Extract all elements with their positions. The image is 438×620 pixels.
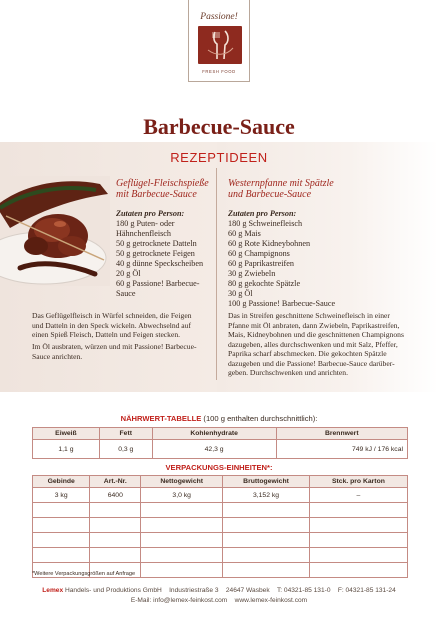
- recipe-2-title: Westernpfanne mit Spätzle und Barbecue-Sauce: [228, 178, 334, 200]
- table-cell: 0,3 g: [99, 440, 152, 459]
- footer-address: Lemex Handels- und Produktions GmbH Industriestraße 3 24647 Wasbek T: 04321-85 131-0 F: 04321-85 131-24: [42, 587, 396, 594]
- list-item: 60 g Mais: [228, 229, 261, 238]
- list-item: 100 g Passione! Barbecue-Sauce: [228, 299, 336, 308]
- list-item: 20 g Öl: [116, 269, 141, 278]
- list-item: 30 g Öl: [228, 289, 253, 298]
- column-header: Gebinde: [33, 476, 90, 488]
- list-item: Sauce: [116, 289, 136, 298]
- recipe-2-instructions: Das in Streifen geschnittene Schweinefleisch in einer Pfanne mit Öl anbraten, dann Zwiebeln, Paprikastreifen, Mais, Kidneybohnen und die geschnittenen Champignons dazugeben, alles durchschwenken und mit Salz, Pfeffer, Paprika scharf abschmecken. Die gekochten Spätzle dazugeben und die Passione! Barbecue-Sauce darüber- geben. Durchschwenken und anrichten.: [228, 311, 404, 377]
- list-item: 50 g getrocknete Datteln: [116, 239, 197, 248]
- table-cell: 3 kg: [33, 488, 90, 503]
- column-header: Stck. pro Karton: [309, 476, 407, 488]
- table-row: [33, 548, 408, 563]
- email-link[interactable]: E-Mail: info@lemex-feinkost.com: [130, 597, 228, 604]
- list-item: 60 g Passione! Barbecue-: [116, 279, 200, 288]
- list-item: 60 g Paprikastreifen: [228, 259, 294, 268]
- recipe-2-ingredients: [228, 219, 335, 309]
- column-header: Bruttogewicht: [223, 476, 310, 488]
- recipe-1-ingredients-heading: Zutaten pro Person:: [116, 209, 185, 218]
- table-cell: 3,152 kg: [223, 488, 310, 503]
- list-item: 60 g Rote Kidneybohnen: [228, 239, 311, 248]
- table-row: [33, 518, 408, 533]
- table-row: [33, 440, 408, 459]
- footer-contact: [0, 597, 438, 604]
- table-cell: 1,1 g: [33, 440, 100, 459]
- table-row: [33, 503, 408, 518]
- list-item: 80 g gekochte Spätzle: [228, 279, 301, 288]
- footnote: *Weitere Verpackungsgrößen auf Anfrage: [32, 571, 136, 577]
- column-header: Nettogewicht: [141, 476, 223, 488]
- cutlery-emblem-icon: [198, 26, 242, 64]
- table-header-row: [33, 428, 408, 440]
- table-row: [33, 488, 408, 503]
- column-header: Fett: [99, 428, 152, 440]
- packaging-table-caption: VERPACKUNGS-EINHEITEN*:: [165, 463, 273, 472]
- column-header: Art.-Nr.: [90, 476, 141, 488]
- recipe-1-ingredients: [116, 219, 203, 299]
- list-item: 40 g dünne Speckscheiben: [116, 259, 204, 268]
- list-item: 60 g Champignons: [228, 249, 290, 258]
- nutrition-table-caption: NÄHRWERT-TABELLE (100 g enthalten durchschnittlich):: [120, 414, 318, 423]
- logo-subtitle: FRESH FOOD: [202, 69, 236, 74]
- list-item: Hähnchenfleisch: [116, 229, 172, 238]
- column-header: Kohlenhydrate: [152, 428, 276, 440]
- table-cell: 6400: [90, 488, 141, 503]
- packaging-table: [32, 475, 408, 578]
- table-cell: 42,3 g: [152, 440, 276, 459]
- logo-title: Passione!: [200, 12, 238, 22]
- recipe-1-instructions-2: Im Öl ausbraten, würzen und mit Passione! Barbecue- Sauce anrichten.: [32, 342, 197, 361]
- recipe-2-ingredients-heading: Zutaten pro Person:: [228, 209, 297, 218]
- table-cell: –: [309, 488, 407, 503]
- list-item: 50 g getrocknete Feigen: [116, 249, 195, 258]
- nutrition-table: [32, 427, 408, 459]
- table-row: [33, 533, 408, 548]
- table-cell: 749 kJ / 176 kcal: [276, 440, 407, 459]
- brand-logo: [188, 0, 250, 82]
- recipe-1-title: Geflügel-Fleischspieße mit Barbecue-Sauce: [116, 178, 209, 200]
- column-header: Eiweiß: [33, 428, 100, 440]
- company-name: Lemex: [42, 587, 64, 594]
- website-link[interactable]: www.lemex-feinkost.com: [234, 597, 308, 604]
- table-header-row: [33, 476, 408, 488]
- list-item: 30 g Zwiebeln: [228, 269, 276, 278]
- column-divider: [216, 168, 217, 380]
- table-cell: 3,0 kg: [141, 488, 223, 503]
- skewer-dish-photo: [0, 176, 110, 286]
- list-item: 180 g Puten- oder: [116, 219, 175, 228]
- list-item: 180 g Schweinefleisch: [228, 219, 303, 228]
- section-heading: REZEPTIDEEN: [170, 150, 268, 165]
- column-header: Brennwert: [276, 428, 407, 440]
- recipe-1-instructions-1: Das Geflügelfleisch in Würfel schneiden, die Feigen und Datteln in den Speck wickeln. Abwechselnd auf einen Spieß Fleisch, Datteln und Feigen stecken.: [32, 311, 192, 339]
- page-title: Barbecue-Sauce: [143, 114, 295, 139]
